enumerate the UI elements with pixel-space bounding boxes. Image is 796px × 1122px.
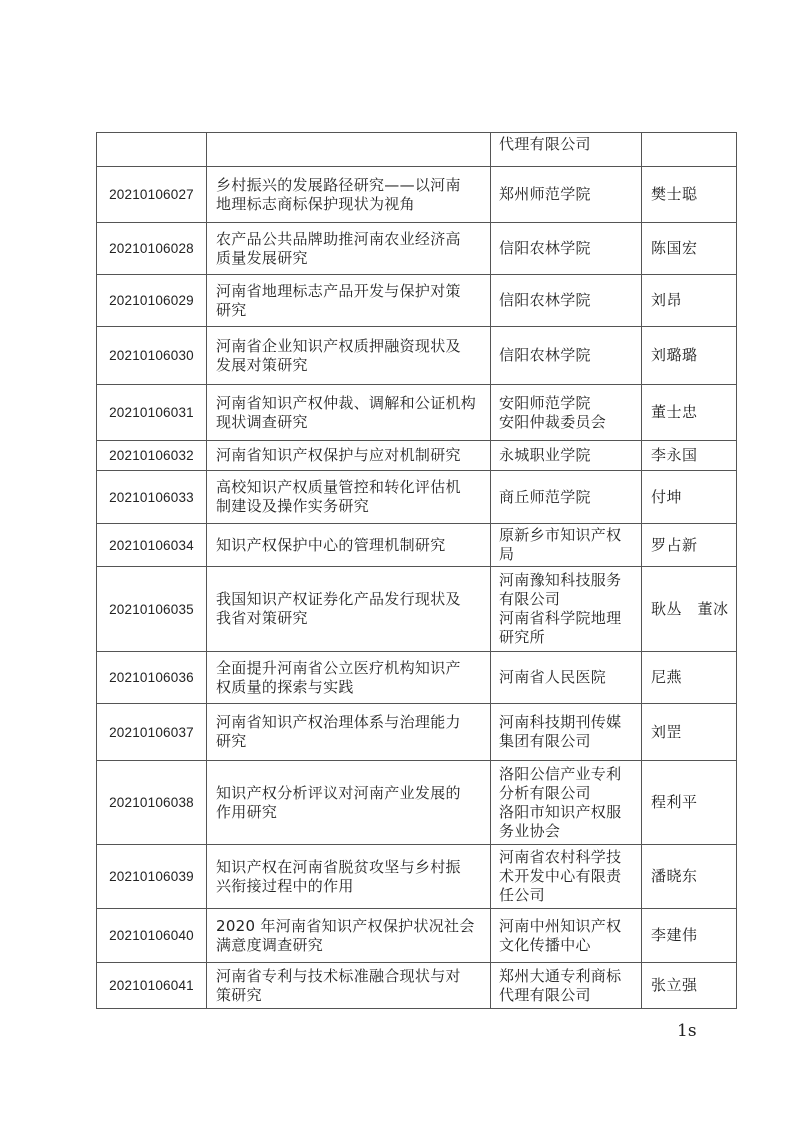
project-leader-cell: 李建伟 (642, 909, 737, 963)
project-title-line: 河南省知识产权治理体系与治理能力 (216, 713, 461, 731)
project-title-line: 知识产权在河南省脱贫攻坚与乡村振 (216, 857, 461, 876)
institution-cell (491, 909, 642, 963)
institution-line: 河南科技期刊传媒 (499, 713, 622, 731)
project-leader-cell: 李永国 (642, 441, 737, 471)
project-title-cell (207, 441, 491, 471)
institution-cell (491, 652, 642, 704)
project-title-line: 2020 年河南省知识产权保护状况社会 (216, 916, 475, 935)
project-title-cell (207, 133, 491, 167)
project-title-line: 乡村振兴的发展路径研究——以河南 (216, 175, 461, 194)
institution-line: 永城职业学院 (499, 446, 591, 464)
institution-cell (491, 761, 642, 845)
project-id-cell: 20210106036 (97, 652, 207, 704)
institution-line: 术开发中心有限责 (499, 867, 622, 885)
project-title-line: 河南省知识产权仲裁、调解和公证机构 (216, 393, 477, 412)
project-title-cell (207, 167, 491, 223)
project-id-cell: 20210106029 (97, 275, 207, 327)
institution-line: 信阳农林学院 (499, 291, 591, 309)
table-row (97, 327, 737, 385)
table-row (97, 761, 737, 845)
table-row (97, 909, 737, 963)
table-row (97, 385, 737, 441)
project-title-cell (207, 385, 491, 441)
institution-cell (491, 275, 642, 327)
project-leader-cell: 潘晓东 (642, 845, 737, 909)
institution-line: 务业协会 (499, 821, 561, 840)
project-title-cell (207, 845, 491, 909)
project-title-cell (207, 223, 491, 275)
table-row (97, 275, 737, 327)
project-title-line: 满意度调查研究 (216, 935, 324, 954)
project-id-cell: 20210106041 (97, 963, 207, 1009)
institution-cell (491, 524, 642, 567)
institution-cell (491, 704, 642, 761)
project-leader-cell: 尼燕 (642, 652, 737, 704)
institution-line: 郑州师范学院 (499, 185, 591, 203)
project-title-cell (207, 471, 491, 524)
project-title-cell (207, 963, 491, 1009)
project-title-line: 我国知识产权证券化产品发行现状及 (216, 590, 461, 608)
project-title-line: 研究 (216, 300, 247, 319)
project-title-line: 现状调查研究 (216, 412, 308, 431)
project-title-cell (207, 327, 491, 385)
project-leader-cell: 陈国宏 (642, 223, 737, 275)
table-row (97, 704, 737, 761)
institution-cell (491, 963, 642, 1009)
institution-line: 河南省农村科学技 (499, 848, 622, 866)
project-id-cell: 20210106038 (97, 761, 207, 845)
institution-cell (491, 441, 642, 471)
project-title-line: 研究 (216, 732, 247, 750)
table-row (97, 223, 737, 275)
institution-cell (491, 845, 642, 909)
project-title-line: 河南省企业知识产权质押融资现状及 (216, 336, 461, 355)
project-title-line: 制建设及操作实务研究 (216, 497, 370, 515)
project-leader-cell: 耿丛 董冰 (642, 567, 737, 652)
project-title-line: 地理标志商标保护现状为视角 (216, 194, 415, 213)
institution-line: 河南省科学院地理 (499, 609, 622, 627)
table-row (97, 524, 737, 567)
table-row (97, 167, 737, 223)
project-title-line: 质量发展研究 (216, 248, 308, 267)
institution-line: 局 (499, 545, 515, 563)
table-row (97, 963, 737, 1009)
project-title-line: 发展对策研究 (216, 355, 308, 374)
project-id-cell: 20210106034 (97, 524, 207, 567)
project-title-line: 知识产权保护中心的管理机制研究 (216, 535, 446, 554)
institution-line: 洛阳公信产业专利 (499, 764, 622, 783)
project-table (96, 132, 737, 1009)
institution-cell (491, 223, 642, 275)
institution-line: 河南中州知识产权 (499, 916, 622, 935)
institution-line: 代理有限公司 (499, 985, 591, 1004)
institution-line: 安阳师范学院 (499, 393, 591, 412)
project-title-line: 作用研究 (216, 802, 278, 821)
table-row (97, 845, 737, 909)
project-title-cell (207, 704, 491, 761)
project-id-cell: 20210106033 (97, 471, 207, 524)
institution-line: 洛阳市知识产权服 (499, 802, 622, 821)
institution-cell (491, 385, 642, 441)
institution-line: 文化传播中心 (499, 935, 591, 954)
project-leader-cell: 刘罡 (642, 704, 737, 761)
project-id-cell: 20210106030 (97, 327, 207, 385)
institution-cell (491, 471, 642, 524)
project-id-cell: 20210106035 (97, 567, 207, 652)
project-leader-cell: 程利平 (642, 761, 737, 845)
project-id-cell: 20210106031 (97, 385, 207, 441)
project-title-line: 河南省知识产权保护与应对机制研究 (216, 446, 461, 464)
institution-cell (491, 327, 642, 385)
project-leader-cell: 樊士聪 (642, 167, 737, 223)
project-id-cell: 20210106032 (97, 441, 207, 471)
institution-line: 代理有限公司 (499, 135, 591, 153)
institution-line: 河南省人民医院 (499, 668, 607, 686)
project-title-line: 知识产权分析评议对河南产业发展的 (216, 783, 461, 802)
project-title-cell (207, 761, 491, 845)
project-title-line: 河南省地理标志产品开发与保护对策 (216, 281, 461, 300)
project-id-cell: 20210106027 (97, 167, 207, 223)
project-leader-cell: 张立强 (642, 963, 737, 1009)
institution-line: 分析有限公司 (499, 783, 591, 802)
project-title-line: 河南省专利与技术标准融合现状与对 (216, 966, 461, 985)
project-id-cell: 20210106039 (97, 845, 207, 909)
table-row (97, 652, 737, 704)
institution-line: 安阳仲裁委员会 (499, 412, 607, 431)
institution-line: 集团有限公司 (499, 732, 591, 750)
project-table-body (97, 133, 737, 1009)
table-row (97, 471, 737, 524)
project-leader-cell (642, 133, 737, 167)
project-title-line: 全面提升河南省公立医疗机构知识产 (216, 658, 461, 677)
institution-line: 河南豫知科技服务 (499, 571, 622, 589)
project-id-cell: 20210106028 (97, 223, 207, 275)
project-title-cell (207, 275, 491, 327)
project-leader-cell: 董士忠 (642, 385, 737, 441)
table-row (97, 133, 737, 167)
project-title-line: 农产品公共品牌助推河南农业经济高 (216, 229, 461, 248)
institution-cell (491, 567, 642, 652)
project-title-line: 兴衔接过程中的作用 (216, 876, 354, 895)
project-leader-cell: 刘璐璐 (642, 327, 737, 385)
project-leader-cell: 付坤 (642, 471, 737, 524)
project-leader-cell: 刘昂 (642, 275, 737, 327)
institution-line: 商丘师范学院 (499, 487, 591, 506)
institution-cell (491, 167, 642, 223)
project-leader-cell: 罗占新 (642, 524, 737, 567)
institution-line: 信阳农林学院 (499, 346, 591, 364)
project-id-cell: 20210106040 (97, 909, 207, 963)
project-title-line: 我省对策研究 (216, 609, 308, 627)
institution-line: 信阳农林学院 (499, 239, 591, 257)
project-title-cell (207, 567, 491, 652)
institution-cell (491, 133, 642, 167)
project-title-cell (207, 524, 491, 567)
project-title-cell (207, 909, 491, 963)
project-title-line: 高校知识产权质量管控和转化评估机 (216, 478, 461, 496)
institution-line: 有限公司 (499, 590, 561, 608)
project-title-line: 权质量的探索与实践 (216, 677, 354, 696)
project-title-cell (207, 652, 491, 704)
project-id-cell (97, 133, 207, 167)
page-number: 1s (677, 1021, 697, 1041)
table-row (97, 567, 737, 652)
institution-line: 郑州大通专利商标 (499, 966, 622, 985)
institution-line: 任公司 (499, 886, 545, 904)
table-row (97, 441, 737, 471)
institution-line: 原新乡市知识产权 (499, 526, 622, 544)
project-id-cell: 20210106037 (97, 704, 207, 761)
institution-line: 研究所 (499, 628, 545, 646)
project-title-line: 策研究 (216, 985, 262, 1004)
